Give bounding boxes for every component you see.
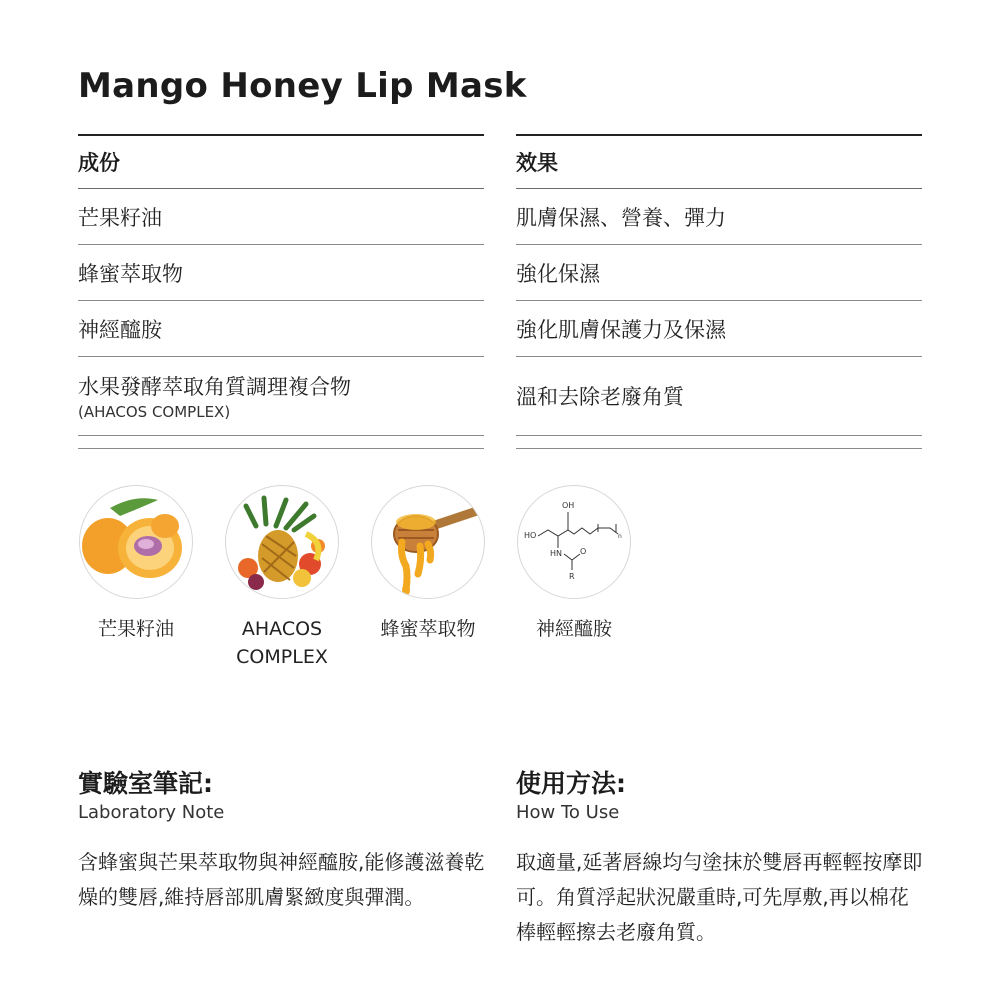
chem-label: OH: [562, 501, 575, 510]
ingredient-row: [78, 301, 484, 357]
ingredient-name: 水果發酵萃取角質調理複合物: [78, 375, 351, 399]
ingredient-card: [78, 485, 194, 643]
ingredient-label: 芒果籽油: [97, 618, 174, 640]
ingredient-card: [516, 485, 632, 643]
how-to-use-body: 取適量,延著唇線均勻塗抹於雙唇再輕輕按摩即可。角質浮起狀況嚴重時,可先厚敷,再以棉花棒輕輕擦去老廢角質。: [516, 850, 923, 944]
ingredient-name: 芒果籽油: [78, 205, 162, 230]
how-to-use-section: [516, 768, 926, 950]
lab-note-section: [78, 768, 488, 915]
ingredient-row: [78, 245, 484, 301]
honey-dipper-icon: [371, 485, 485, 599]
fruit-basket-icon: [225, 485, 339, 599]
ceramide-structure-icon: [517, 485, 631, 599]
effect-row: [516, 245, 922, 301]
lab-note-heading: 實驗室筆記:: [78, 769, 213, 798]
ingredient-label: [224, 615, 340, 671]
ingredient-label: 神經醯胺: [535, 618, 612, 640]
ingredient-name: 神經醯胺: [78, 317, 162, 342]
effect-text: 強化保濕: [516, 261, 600, 286]
ingredient-name: 蜂蜜萃取物: [78, 261, 183, 286]
effect-text: 溫和去除老廢角質: [516, 385, 684, 409]
ingredient-row: [78, 357, 484, 436]
effect-column: [516, 134, 922, 449]
ingredient-label: 蜂蜜萃取物: [380, 618, 476, 640]
table-divider: [516, 436, 922, 449]
ingredient-column: [78, 134, 484, 449]
lab-note-subheading: Laboratory Note: [78, 802, 225, 823]
table-divider: [78, 436, 484, 449]
how-to-use-subheading: How To Use: [516, 802, 620, 823]
effect-text: 強化肌膚保護力及保濕: [516, 317, 726, 342]
ingredient-label-line: COMPLEX: [236, 646, 328, 668]
effect-row: [516, 301, 922, 357]
chem-label: HN: [550, 549, 562, 558]
how-to-use-heading: 使用方法:: [516, 769, 626, 798]
ingredient-card: [224, 485, 340, 671]
chem-label: n: [618, 533, 622, 540]
ingredient-card: [370, 485, 486, 643]
effect-text: 肌膚保濕、營養、彈力: [516, 205, 726, 230]
ingredient-header: 成份: [78, 134, 484, 189]
chem-label: HO: [524, 531, 537, 540]
page-title: Mango Honey Lip Mask: [78, 66, 527, 106]
effect-row: [516, 357, 922, 436]
ingredient-label-line: AHACOS: [241, 618, 323, 640]
chem-label: O: [580, 547, 587, 556]
chem-label: R: [569, 572, 575, 581]
ingredient-row: [78, 189, 484, 245]
lab-note-body: 含蜂蜜與芒果萃取物與神經醯胺,能修護滋養乾燥的雙唇,維持唇部肌膚緊緻度與彈潤。: [78, 850, 485, 909]
effect-row: [516, 189, 922, 245]
ingredient-subname: (AHACOS COMPLEX): [78, 403, 231, 421]
effect-header: 效果: [516, 134, 922, 189]
mango-icon: [79, 485, 193, 599]
